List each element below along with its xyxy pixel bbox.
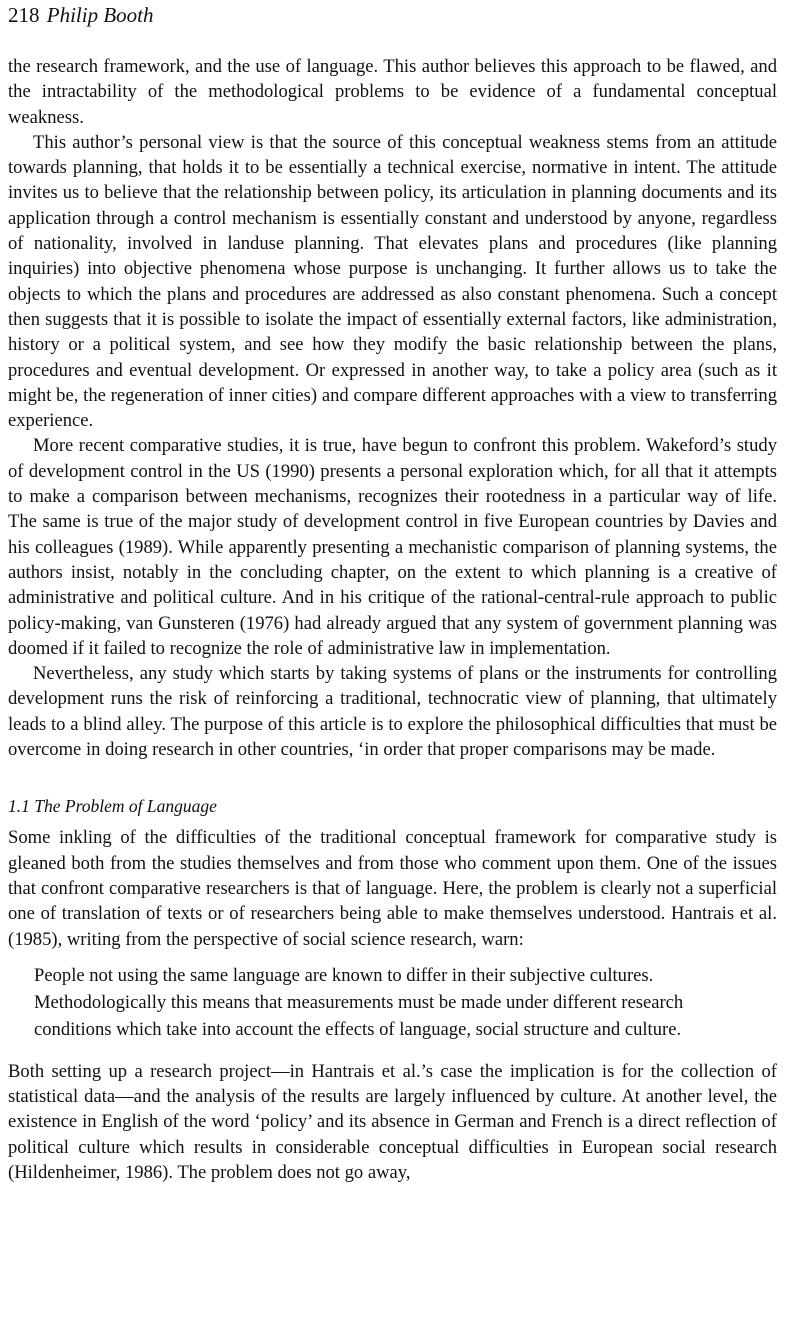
page-number: 218 — [8, 3, 40, 27]
article-body — [8, 54, 777, 1185]
block-quote: People not using the same language are known to differ in their subjective cultures. Methodologically this means that measurements must be made under different research conditions which take into account the effects of language, social structure and culture. — [34, 964, 684, 1040]
paragraph-after-quote: Both setting up a research project—in Hantrais et al.’s case the implication is for the collection of statistical data—and the analysis of the results are largely influenced by culture. At another level, the existence in English of the word ‘policy’ and its absence in German and French is a direct reflection of political culture which results in considerable conceptual difficulties in European social research (Hildenheimer, 1986). The problem does not go away, — [8, 1060, 777, 1183]
running-head — [8, 2, 777, 28]
paragraph-personal-view: This author’s personal view is that the source of this conceptual weakness stems from an attitude towards planning, that holds it to be essentially a technical exercise, normative in intent. The attitude invites us to believe that the relationship between policy, its articulation in planning documents and its application through a control mechanism is essentially constant and understood by anyone, regardless of nationality, involved in landuse planning. That elevates plans and procedures (like planning inquiries) into objective phenomena whose purpose is unchanging. It further allows us to take the objects to which the plans and procedures are addressed as also constant phenomena. Such a concept then suggests that it is possible to isolate the impact of essentially external factors, like administration, history or a political system, and see how they modify the basic relationship between the plans, procedures and eventual development. Or expressed in another way, to take a policy area (such as it might be, the regeneration of inner cities) and compare different approaches with a view to transferring experience. — [8, 131, 777, 432]
running-head-author: Philip Booth — [46, 3, 154, 27]
paragraph-continuation: the research framework, and the use of language. This author believes this approach to be flawed, and the intractability of the methodological problems to be evidence of a fundamental conceptual weakness. — [8, 56, 777, 128]
paragraph-section-intro: Some inkling of the difficulties of the traditional conceptual framework for comparative study is gleaned both from the studies themselves and from those who comment upon them. One of the issues that confront comparative researchers is that of language. Here, the problem is clearly not a superficial one of translation of texts or of researchers being able to make themselves understood. Hantrais et al. (1985), writing from the perspective of social science research, warn: — [8, 827, 777, 950]
section-heading: 1.1 The Problem of Language — [8, 796, 217, 817]
paragraph-nevertheless: Nevertheless, any study which starts by taking systems of plans or the instruments for controlling development runs the risk of reinforcing a traditional, technocratic view of planning, that ultimately leads to a blind alley. The purpose of this article is to explore the philosophical difficulties that must be overcome in doing research in other countries, ‘in order that proper comparisons may be made. — [8, 663, 777, 761]
paragraph-recent-studies: More recent comparative studies, it is true, have begun to confront this problem. Wakeford’s study of development control in the US (1990) presents a personal exploration which, for all that it attempts to make a comparison between mechanisms, recognizes their rootedness in a particular way of life. The same is true of the major study of development control in five European countries by Davies and his colleagues (1989). While apparently presenting a mechanistic comparison of planning systems, the authors insist, notably in the concluding chapter, on the extent to which planning is a creative of administrative and political culture. And in his critique of the rational-central-rule approach to public policy-making, van Gunsteren (1976) had already argued that any system of government planning was doomed if it failed to recognize the role of administrative law in implementation. — [8, 435, 777, 659]
